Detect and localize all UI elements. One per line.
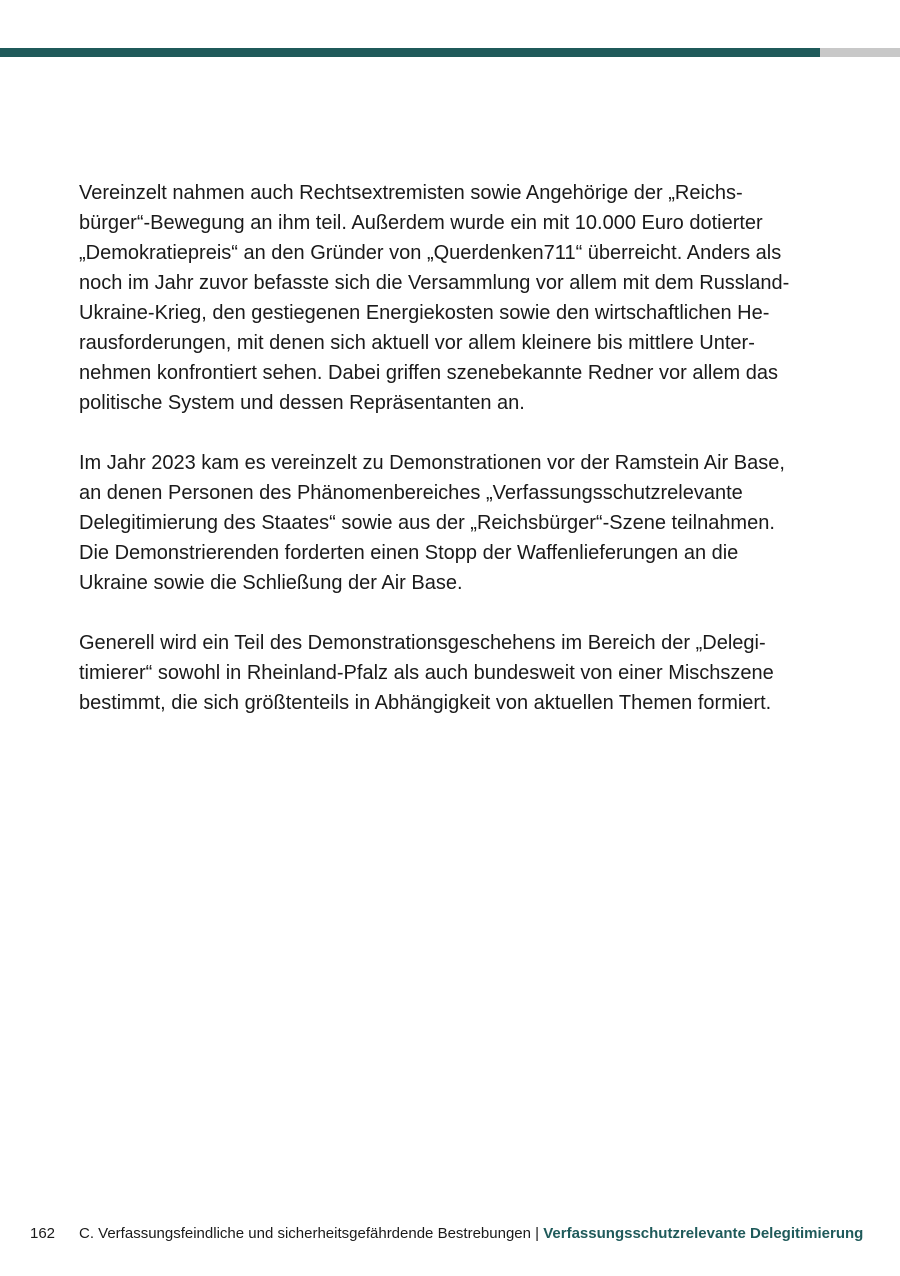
header-accent-bar-grey — [820, 48, 900, 57]
footer-separator: | — [535, 1225, 540, 1242]
page-footer — [30, 1224, 880, 1244]
footer-section-title: Verfassungsschutzrelevante Delegitimierung — [543, 1225, 864, 1242]
paragraph-3: Generell wird ein Teil des Demonstrationsgeschehens im Bereich der „Delegi- timierer“ sowohl in Rheinland-Pfalz als auch bundesweit von einer Mischszene bestimmt, die sich größtenteils in Abhängigkeit von aktuellen Themen formiert. — [79, 632, 774, 714]
main-text — [79, 178, 824, 748]
page-number: 162 — [30, 1225, 56, 1242]
paragraph-2: Im Jahr 2023 kam es vereinzelt zu Demonstrationen vor der Ramstein Air Base, an denen Personen des Phänomenbereiches „Verfassungsschutzrelevante Delegitimierung des Staates“ sowie aus der „Reichsbürger“-Szene teilnahmen. Die Demonstrierenden forderten einen Stopp der Waffenlieferungen an die Ukraine sowie die Schließung der Air Base. — [79, 452, 785, 594]
header-accent-bar-colored — [0, 48, 820, 57]
header-accent-bar — [0, 48, 900, 57]
footer-chapter: C. Verfassungsfeindliche und sicherheitsgefährdende Bestrebungen — [79, 1225, 531, 1242]
paragraph-1: Vereinzelt nahmen auch Rechtsextremisten sowie Angehörige der „Reichs- bürger“-Bewegung an ihm teil. Außerdem wurde ein mit 10.000 Euro dotierter „Demokratiepreis“ an den Gründer von „Querdenken711“ überreicht. Anders als noch im Jahr zuvor befasste sich die Versammlung vor allem mit dem Russland- Ukraine-Krieg, den gestiegenen Energiekosten sowie den wirtschaftlichen He- rausforderungen, mit denen sich aktuell vor allem kleinere bis mittlere Unter- nehmen konfrontiert sehen. Dabei griffen szenebekannte Redner vor allem das politische System und dessen Repräsentanten an. — [79, 182, 790, 414]
